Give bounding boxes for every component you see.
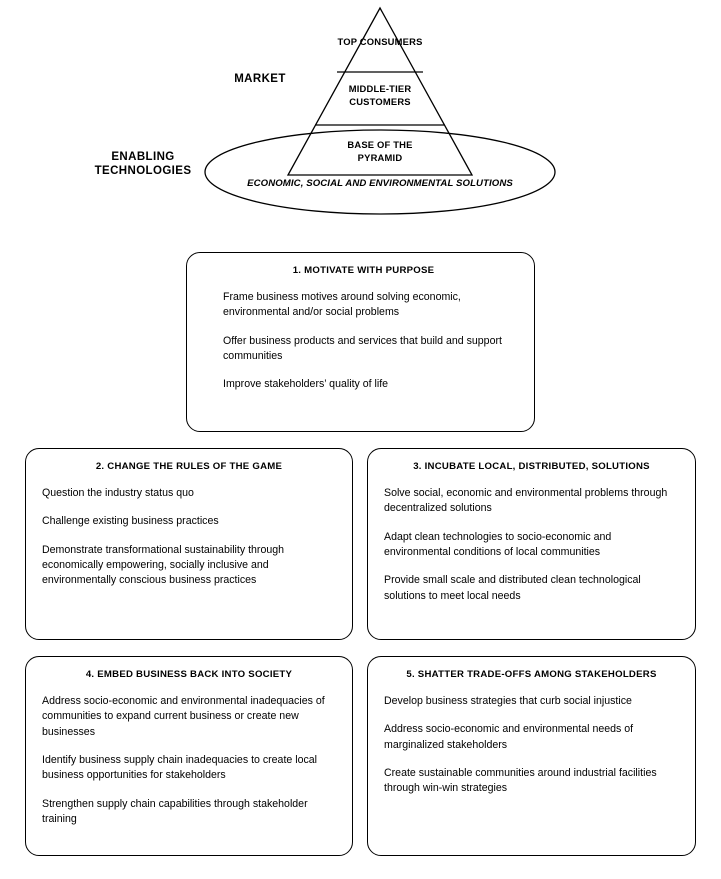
pyramid-tier-top-consumers: TOP CONSUMERS xyxy=(337,36,423,47)
card-item: Adapt clean technologies to socio-economic and environmental conditions of local communities xyxy=(384,530,612,559)
card-item: Identify business supply chain inadequacies to create local business opportunities for stakeholders xyxy=(42,754,318,782)
card-title: 4. EMBED BUSINESS BACK INTO SOCIETY xyxy=(85,669,293,680)
card-item: Create sustainable communities around industrial facilities through win-win strategies xyxy=(384,767,657,795)
enabling-technologies-label: ENABLING TECHNOLOGIES xyxy=(94,151,192,178)
card-item: Question the industry status quo xyxy=(42,487,194,499)
card-item: Improve stakeholders’ quality of life xyxy=(223,378,389,391)
card-motivate-with-purpose xyxy=(186,252,535,432)
card-title: 3. INCUBATE LOCAL, DISTRIBUTED, SOLUTIONS xyxy=(413,461,650,472)
pyramid-shapes-svg xyxy=(0,0,721,232)
pyramid-tier-middle-tier-customers: MIDDLE-TIER CUSTOMERS xyxy=(348,83,412,107)
card-item: Offer business products and services that build and support communities xyxy=(223,334,502,363)
pyramid-tier-base-of-the-pyramid: BASE OF THE PYRAMID xyxy=(347,139,413,163)
card-item: Challenge existing business practices xyxy=(42,515,219,528)
ellipse-caption: ECONOMIC, SOCIAL AND ENVIRONMENTAL SOLUTIONS xyxy=(247,178,513,189)
card-item: Address socio-economic and environmental inadequacies of communities to expand current business or create new businesses xyxy=(42,695,325,738)
card-item: Solve social, economic and environmental problems through decentralized solutions xyxy=(384,487,668,515)
card-item: Develop business strategies that curb social injustice xyxy=(384,695,632,707)
card-item: Address socio-economic and environmental needs of marginalized stakeholders xyxy=(384,723,634,751)
card-change-the-rules-of-the-game xyxy=(25,448,353,640)
card-title: 1. MOTIVATE WITH PURPOSE xyxy=(292,265,435,276)
card-item: Strengthen supply chain capabilities through stakeholder training xyxy=(42,797,308,826)
card-title: 2. CHANGE THE RULES OF THE GAME xyxy=(95,461,283,472)
card-shatter-trade-offs-among-stakeholders xyxy=(367,656,696,856)
card-item: Provide small scale and distributed clean technological solutions to meet local needs xyxy=(384,574,641,602)
card-incubate-local-distributed-solutions xyxy=(367,448,696,640)
card-embed-business-back-into-society xyxy=(25,656,353,856)
market-label: MARKET xyxy=(234,73,286,85)
card-title: 5. SHATTER TRADE-OFFS AMONG STAKEHOLDERS xyxy=(406,669,657,680)
market-pyramid-diagram xyxy=(0,0,721,232)
card-item: Frame business motives around solving economic, environmental and/or social problems xyxy=(223,291,461,319)
card-item: Demonstrate transformational sustainability through economically empowering, socially inclusive and environmentally conscious business practices xyxy=(42,543,285,587)
